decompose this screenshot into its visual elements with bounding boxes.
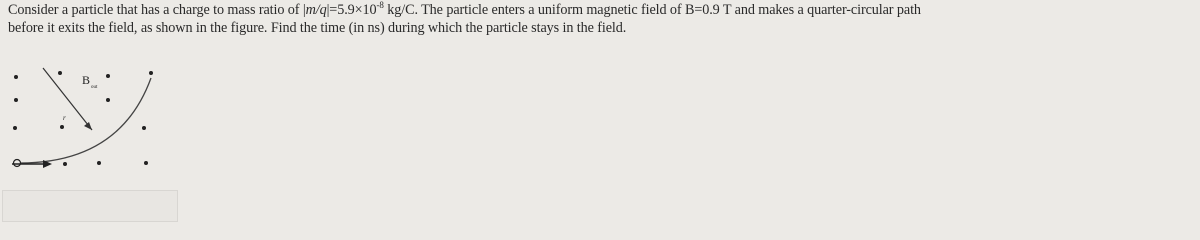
field-dot bbox=[142, 126, 146, 130]
answer-box[interactable] bbox=[2, 190, 178, 222]
question-text-part: |=5.9×10 bbox=[326, 2, 377, 18]
radius-label: r bbox=[63, 114, 66, 122]
field-dot bbox=[14, 98, 18, 102]
b-field-subscript: out bbox=[91, 85, 98, 90]
quarter-circle-path bbox=[20, 78, 151, 163]
mass-charge-ratio-symbol: m/q bbox=[305, 2, 327, 18]
field-dot bbox=[106, 98, 110, 102]
field-dot bbox=[97, 161, 101, 165]
radius-arrowhead bbox=[84, 122, 92, 130]
field-dot bbox=[144, 161, 148, 165]
exponent: -8 bbox=[376, 0, 384, 10]
particle bbox=[14, 160, 21, 167]
question-text bbox=[8, 1, 1193, 37]
field-dot bbox=[149, 71, 153, 75]
field-dot bbox=[63, 162, 67, 166]
b-field-label: B bbox=[82, 73, 91, 87]
field-dot bbox=[106, 74, 110, 78]
question-line-2: before it exits the field, as shown in the figure. Find the time (in ns) during which the particle stays in the field. bbox=[8, 20, 627, 36]
field-dot bbox=[60, 125, 64, 129]
field-dot bbox=[58, 71, 62, 75]
question-line-1 bbox=[8, 1, 1193, 19]
question-text-part: Consider a particle that has a charge to mass ratio of | bbox=[8, 2, 306, 18]
question-text-part: kg/C. The particle enters a uniform magnetic field of B=0.9 T and makes a quarter-circular path bbox=[383, 2, 921, 18]
magnetic-field-figure bbox=[8, 60, 178, 190]
field-dot bbox=[14, 75, 18, 79]
field-dot bbox=[13, 126, 17, 130]
figure-diagram bbox=[8, 60, 178, 190]
